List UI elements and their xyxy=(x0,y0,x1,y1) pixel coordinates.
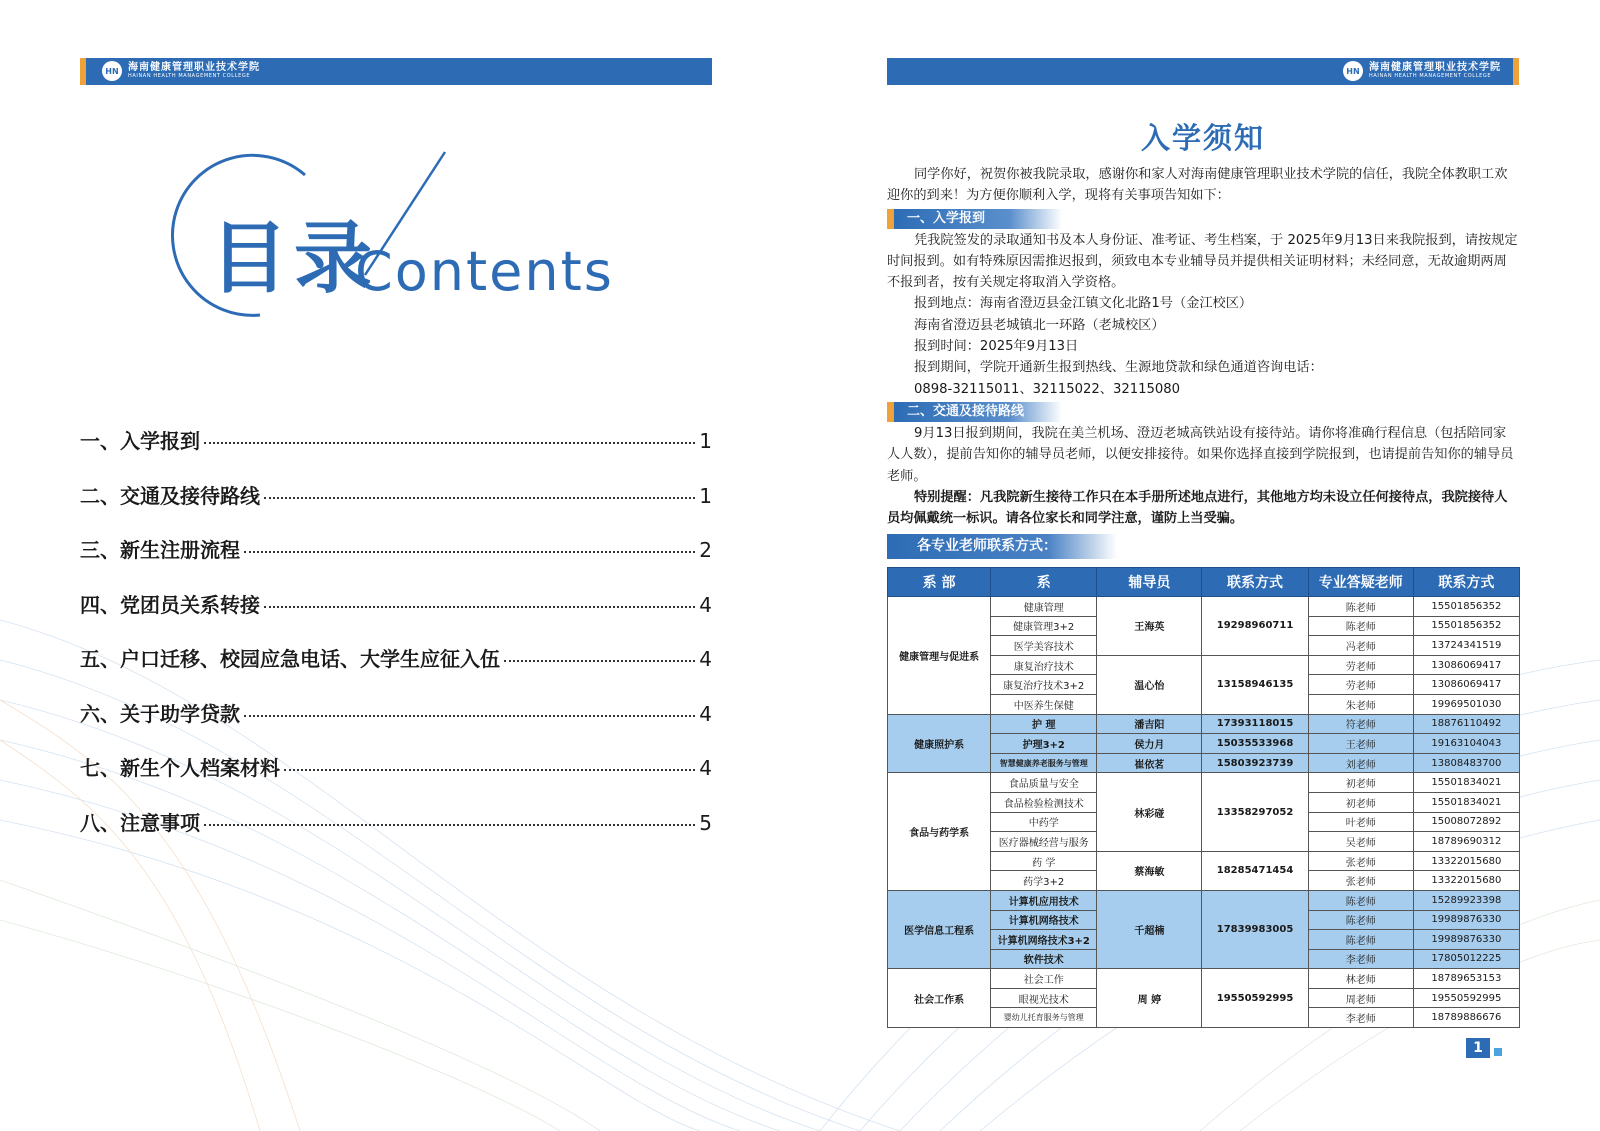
teacher-phone-cell: 15501856352 xyxy=(1413,597,1519,617)
teacher-cell: 叶老师 xyxy=(1308,812,1413,832)
counselor-phone-cell: 17839983005 xyxy=(1202,890,1308,968)
toc-leader xyxy=(204,824,695,826)
teacher-phone-cell: 13322015680 xyxy=(1413,871,1519,891)
teacher-cell: 符老师 xyxy=(1308,714,1413,734)
counselor-phone-cell: 19550592995 xyxy=(1202,969,1308,1028)
toc-item-page: 1 xyxy=(699,429,712,453)
teacher-phone-cell: 13808483700 xyxy=(1413,753,1519,773)
toc-item-label: 五、户口迁移、校园应急电话、大学生应征入伍 xyxy=(80,647,500,671)
counselor-cell: 潘吉阳 xyxy=(1097,714,1202,734)
toc-item[interactable] xyxy=(80,589,712,644)
college-seal-icon: HN xyxy=(102,61,122,81)
registration-address-2: 海南省澄迈县老城镇北一环路（老城校区） xyxy=(914,317,1165,333)
major-cell: 食品检验检测技术 xyxy=(991,792,1097,812)
teacher-phone-cell: 19989876330 xyxy=(1413,930,1519,950)
column-header: 系 xyxy=(991,568,1097,597)
college-name-cn: 海南健康管理职业技术学院 xyxy=(1369,62,1501,73)
teacher-cell: 朱老师 xyxy=(1308,694,1413,714)
department-cell: 社会工作系 xyxy=(888,969,991,1028)
major-cell: 食品质量与安全 xyxy=(991,773,1097,793)
teacher-cell: 林老师 xyxy=(1308,969,1413,989)
page-marker xyxy=(1494,1048,1502,1056)
counselor-phone-cell: 17393118015 xyxy=(1202,714,1308,734)
major-cell: 婴幼儿托育服务与管理 xyxy=(991,1008,1097,1028)
column-header: 联系方式 xyxy=(1413,568,1519,597)
toc-item[interactable] xyxy=(80,425,712,480)
notice-content xyxy=(887,164,1519,529)
teacher-phone-cell: 19163104043 xyxy=(1413,734,1519,754)
toc-item-page: 2 xyxy=(699,538,712,562)
major-cell: 医疗器械经营与服务 xyxy=(991,832,1097,852)
registration-address-1: 报到地点：海南省澄迈县金江镇文化北路1号（金江校区） xyxy=(914,296,1253,312)
column-header: 辅导员 xyxy=(1097,568,1202,597)
major-cell: 计算机网络技术 xyxy=(991,910,1097,930)
toc-item-page: 5 xyxy=(699,810,712,835)
teacher-phone-cell: 15501856352 xyxy=(1413,616,1519,636)
contact-table xyxy=(887,567,1520,1028)
toc-item-page: 4 xyxy=(699,756,712,780)
header-bar xyxy=(887,58,1519,85)
counselor-cell: 千超楠 xyxy=(1097,890,1202,968)
major-cell: 护理3+2 xyxy=(991,734,1097,754)
teacher-cell: 刘老师 xyxy=(1308,753,1413,773)
teacher-phone-cell: 17805012225 xyxy=(1413,949,1519,969)
major-cell: 计算机应用技术 xyxy=(991,890,1097,910)
toc-item-label: 六、关于助学贷款 xyxy=(80,701,240,726)
teacher-cell: 陈老师 xyxy=(1308,890,1413,910)
teacher-cell: 陈老师 xyxy=(1308,616,1413,636)
teacher-cell: 张老师 xyxy=(1308,871,1413,891)
department-cell: 健康照护系 xyxy=(888,714,991,773)
teacher-phone-cell: 15501834021 xyxy=(1413,773,1519,793)
teacher-cell: 冯老师 xyxy=(1308,636,1413,656)
header-accent xyxy=(80,58,86,85)
counselor-cell: 蔡海敏 xyxy=(1097,851,1202,890)
teacher-cell: 劳老师 xyxy=(1308,675,1413,695)
page-number: 1 xyxy=(1466,1038,1490,1058)
major-cell: 中医养生保健 xyxy=(991,694,1097,714)
hotline-phones: 0898-32115011、32115022、32115080 xyxy=(914,381,1181,397)
teacher-phone-cell: 18789886676 xyxy=(1413,1008,1519,1028)
right-page xyxy=(800,0,1600,1131)
table-row xyxy=(888,773,1520,793)
teacher-cell: 周老师 xyxy=(1308,988,1413,1008)
column-header: 联系方式 xyxy=(1202,568,1308,597)
college-logo xyxy=(102,61,260,81)
toc-leader xyxy=(244,715,695,717)
counselor-phone-cell: 13158946135 xyxy=(1202,655,1308,714)
teacher-phone-cell: 19550592995 xyxy=(1413,988,1519,1008)
teacher-phone-cell: 13086069417 xyxy=(1413,675,1519,695)
teacher-cell: 初老师 xyxy=(1308,792,1413,812)
teacher-phone-cell: 13086069417 xyxy=(1413,655,1519,675)
registration-time: 报到时间：2025年9月13日 xyxy=(914,339,1079,355)
major-cell: 中药学 xyxy=(991,812,1097,832)
counselor-phone-cell: 15035533968 xyxy=(1202,734,1308,754)
teacher-cell: 吴老师 xyxy=(1308,832,1413,852)
column-header: 系 部 xyxy=(888,568,991,597)
toc-leader xyxy=(504,660,695,662)
major-cell: 健康管理 xyxy=(991,597,1097,617)
special-reminder: 特别提醒：凡我院新生接待工作只在本手册所述地点进行，其他地方均未设立任何接待点，我院接待人员均佩戴统一标识。请各位家长和同学注意，谨防上当受骗。 xyxy=(887,489,1508,527)
counselor-phone-cell: 19298960711 xyxy=(1202,597,1308,656)
section-heading: 二、交通及接待路线 xyxy=(887,402,1062,422)
toc-item[interactable] xyxy=(80,480,712,535)
toc-item-label: 二、交通及接待路线 xyxy=(80,483,260,508)
table-row xyxy=(888,714,1520,734)
counselor-phone-cell: 13358297052 xyxy=(1202,773,1308,851)
teacher-phone-cell: 15501834021 xyxy=(1413,792,1519,812)
teacher-cell: 李老师 xyxy=(1308,1008,1413,1028)
section-heading: 一、入学报到 xyxy=(887,209,1062,229)
teacher-phone-cell: 19989876330 xyxy=(1413,910,1519,930)
toc-item-label: 八、注意事项 xyxy=(80,810,200,835)
department-cell: 医学信息工程系 xyxy=(888,890,991,968)
toc-leader xyxy=(284,769,695,771)
table-row xyxy=(888,597,1520,617)
teacher-phone-cell: 13322015680 xyxy=(1413,851,1519,871)
teacher-cell: 张老师 xyxy=(1308,851,1413,871)
toc-item-label: 一、入学报到 xyxy=(80,429,200,453)
toc-leader xyxy=(204,442,695,444)
major-cell: 智慧健康养老服务与管理 xyxy=(991,753,1097,773)
major-cell: 药 学 xyxy=(991,851,1097,871)
teacher-phone-cell: 15008072892 xyxy=(1413,812,1519,832)
major-cell: 护 理 xyxy=(991,714,1097,734)
table-row xyxy=(888,890,1520,910)
college-logo xyxy=(1343,61,1501,81)
toc-leader xyxy=(264,606,695,608)
teacher-cell: 李老师 xyxy=(1308,949,1413,969)
major-cell: 健康管理3+2 xyxy=(991,616,1097,636)
toc-item-page: 1 xyxy=(699,483,712,508)
college-name-en: HAINAN HEALTH MANAGEMENT COLLEGE xyxy=(128,73,251,79)
major-cell: 计算机网络技术3+2 xyxy=(991,930,1097,950)
teacher-phone-cell: 15289923398 xyxy=(1413,890,1519,910)
toc-title: 目录 xyxy=(210,214,379,304)
table-row xyxy=(888,969,1520,989)
teacher-cell: 王老师 xyxy=(1308,734,1413,754)
counselor-cell: 侯力月 xyxy=(1097,734,1202,754)
counselor-cell: 王海英 xyxy=(1097,597,1202,656)
department-cell: 食品与药学系 xyxy=(888,773,991,891)
major-cell: 软件技术 xyxy=(991,949,1097,969)
teacher-phone-cell: 18876110492 xyxy=(1413,714,1519,734)
toc-item[interactable] xyxy=(80,807,712,862)
counselor-cell: 周 婷 xyxy=(1097,969,1202,1028)
counselor-cell: 崔依茗 xyxy=(1097,753,1202,773)
teacher-phone-cell: 13724341519 xyxy=(1413,636,1519,656)
header-accent xyxy=(1513,58,1519,85)
college-name-en: HAINAN HEALTH MANAGEMENT COLLEGE xyxy=(1369,73,1492,79)
teacher-cell: 陈老师 xyxy=(1308,930,1413,950)
toc-item[interactable] xyxy=(80,752,712,807)
teacher-phone-cell: 19969501030 xyxy=(1413,694,1519,714)
major-cell: 康复治疗技术3+2 xyxy=(991,675,1097,695)
toc-item-label: 三、新生注册流程 xyxy=(80,538,240,562)
toc-item-label: 四、党团员关系转接 xyxy=(80,592,260,617)
major-cell: 药学3+2 xyxy=(991,871,1097,891)
toc-title-en: Contents xyxy=(355,240,614,303)
column-header: 专业答疑老师 xyxy=(1308,568,1413,597)
toc-leader xyxy=(244,551,695,553)
counselor-phone-cell: 15803923739 xyxy=(1202,753,1308,773)
table-header-row xyxy=(888,568,1520,597)
toc-item-label: 七、新生个人档案材料 xyxy=(80,756,280,780)
toc-item[interactable] xyxy=(80,643,712,698)
notice-intro: 同学你好，祝贺你被我院录取，感谢你和家人对海南健康管理职业技术学院的信任，我院全体教职工欢迎你的到来！为方便你顺利入学，现将有关事项告知如下： xyxy=(887,167,1508,204)
college-name-cn: 海南健康管理职业技术学院 xyxy=(128,62,260,73)
toc-item[interactable] xyxy=(80,534,712,589)
teacher-phone-cell: 18789653153 xyxy=(1413,969,1519,989)
toc-leader xyxy=(264,497,695,499)
counselor-phone-cell: 18285471454 xyxy=(1202,851,1308,890)
major-cell: 社会工作 xyxy=(991,969,1097,989)
teacher-cell: 初老师 xyxy=(1308,773,1413,793)
toc-item-page: 4 xyxy=(699,647,712,671)
toc-item[interactable] xyxy=(80,698,712,753)
major-cell: 医学美容技术 xyxy=(991,636,1097,656)
teacher-cell: 陈老师 xyxy=(1308,910,1413,930)
section-paragraph: 凭我院签发的录取通知书及本人身份证、准考证、考生档案，于 2025年9月13日来我院报到，请按规定时间报到。如有特殊原因需推迟报到，须致电本专业辅导员并提供相关证明材料；未经同意，无故逾期两周不报到者，按有关规定将取消入学资格。 xyxy=(887,232,1518,291)
major-cell: 眼视光技术 xyxy=(991,988,1097,1008)
section-paragraph: 9月13日报到期间，我院在美兰机场、澄迈老城高铁站设有接待站。请你将准确行程信息（包括陪同家人人数），提前告知你的辅导员老师，以便安排接待。如果你选择直接到学院报到，也请提前告知你的辅导员老师。 xyxy=(887,425,1514,484)
header-bar xyxy=(80,58,712,85)
toc-item-page: 4 xyxy=(699,592,712,617)
notice-title: 入学须知 xyxy=(1140,121,1265,155)
college-seal-icon: HN xyxy=(1343,61,1363,81)
hotline-text: 报到期间，学院开通新生报到热线、生源地贷款和绿色通道咨询电话： xyxy=(914,360,1323,376)
teacher-phone-cell: 18789690312 xyxy=(1413,832,1519,852)
contacts-heading: 各专业老师联系方式： xyxy=(887,534,1117,559)
counselor-cell: 林彩碰 xyxy=(1097,773,1202,851)
toc-list xyxy=(80,425,712,861)
teacher-cell: 劳老师 xyxy=(1308,655,1413,675)
department-cell: 健康管理与促进系 xyxy=(888,597,991,715)
teacher-cell: 陈老师 xyxy=(1308,597,1413,617)
counselor-cell: 温心怡 xyxy=(1097,655,1202,714)
toc-item-page: 4 xyxy=(699,701,712,726)
major-cell: 康复治疗技术 xyxy=(991,655,1097,675)
